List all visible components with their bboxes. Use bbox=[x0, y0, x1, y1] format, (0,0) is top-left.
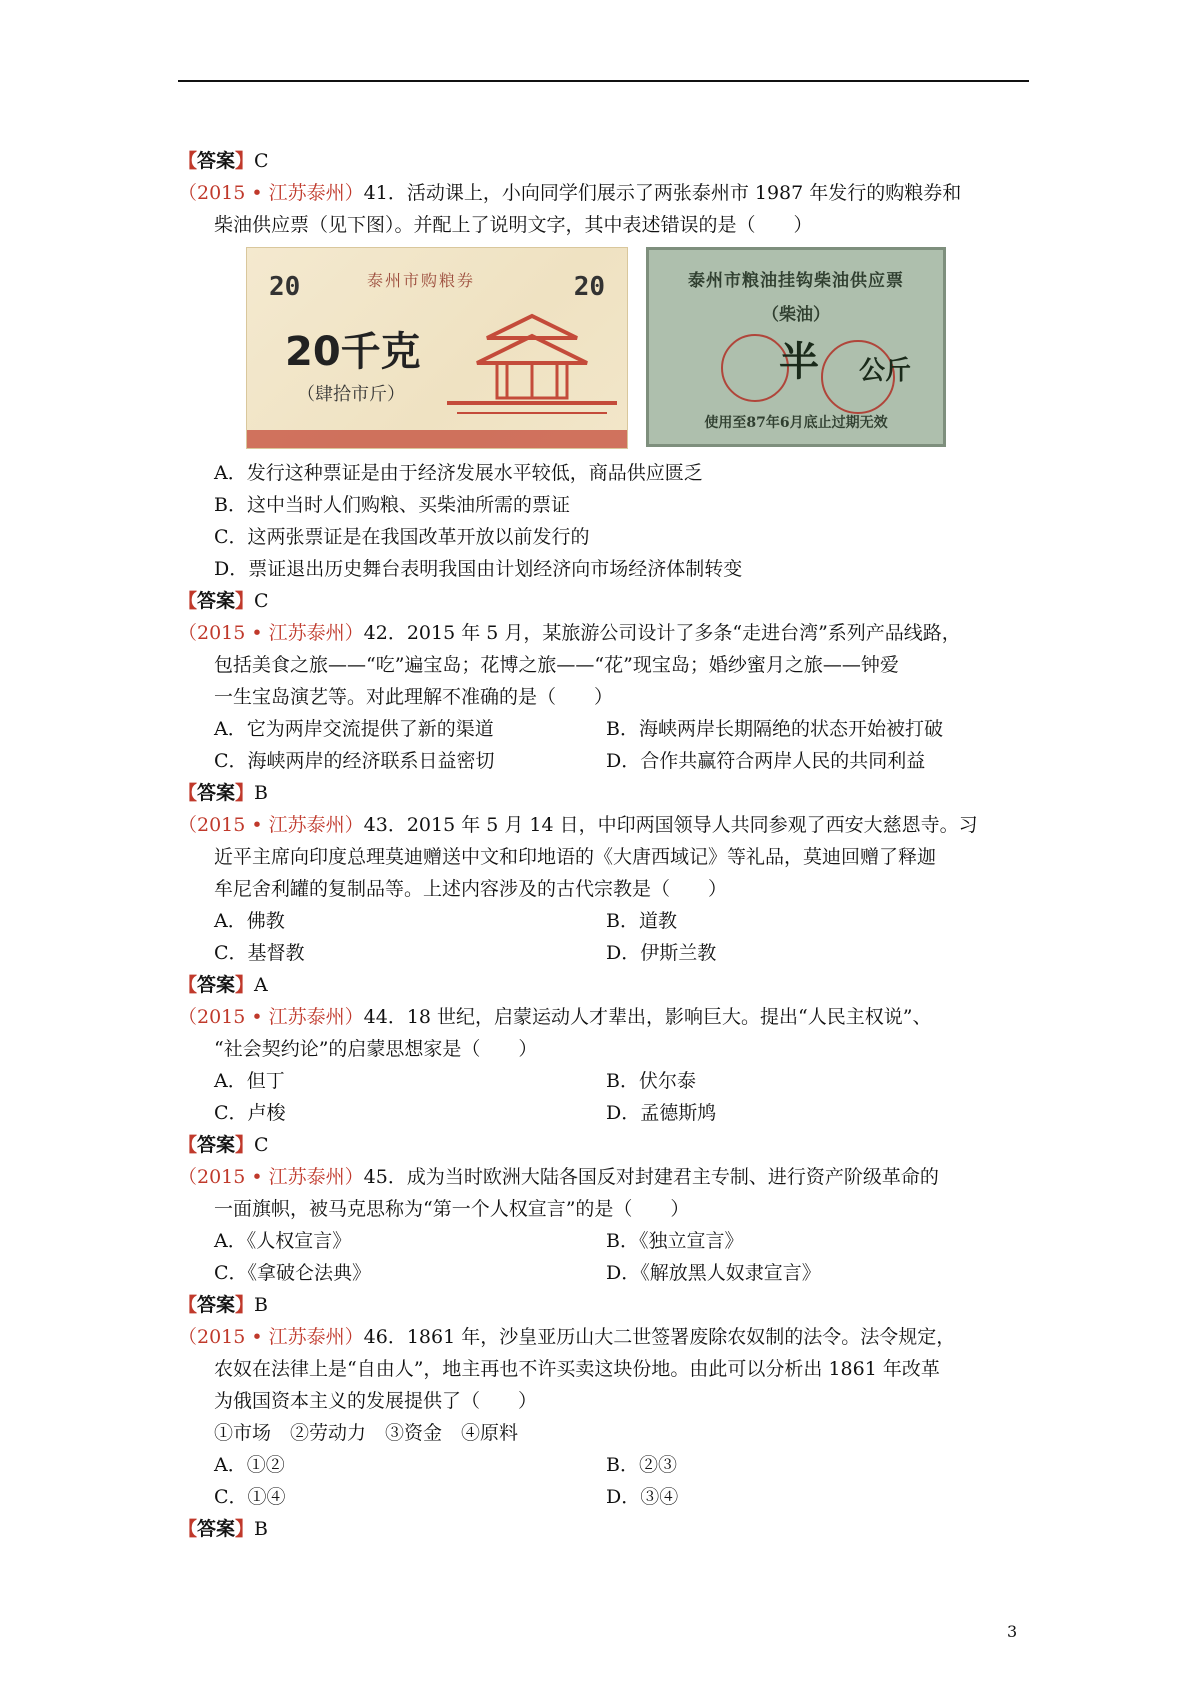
option-row bbox=[178, 745, 1029, 777]
header-rule bbox=[178, 80, 1029, 82]
question-text: “社会契约论”的启蒙思想家是（ ） bbox=[214, 1038, 538, 1060]
question-text: 41．活动课上，小向同学们展示了两张泰州市 1987 年发行的购粮券和 bbox=[363, 182, 962, 204]
answer-line bbox=[178, 777, 1029, 809]
option-row bbox=[178, 1449, 1029, 1481]
question-line bbox=[178, 617, 1029, 649]
grain-ticket-band bbox=[247, 430, 627, 448]
option: A．①② bbox=[214, 1454, 285, 1476]
option: B．《独立宣言》 bbox=[606, 1230, 744, 1252]
question-line bbox=[178, 177, 1029, 209]
question-line bbox=[178, 1417, 1029, 1449]
option: D．伊斯兰教 bbox=[606, 942, 717, 964]
option-row bbox=[178, 1097, 1029, 1129]
question-text: 43．2015 年 5 月 14 日，中印两国领导人共同参观了西安大慈恩寺。习 bbox=[363, 814, 978, 836]
diesel-ticket-image bbox=[646, 247, 946, 447]
option: D．票证退出历史舞台表明我国由计划经济向市场经济体制转变 bbox=[214, 558, 743, 580]
answer-bracket-open: 【 bbox=[178, 782, 198, 804]
answer-bracket-open: 【 bbox=[178, 1518, 198, 1540]
diesel-ticket-type: （柴油） bbox=[762, 305, 830, 325]
option-row bbox=[178, 1225, 1029, 1257]
answer-line bbox=[178, 1129, 1029, 1161]
answer-bracket-close: 】 bbox=[235, 590, 255, 612]
question-text: 46．1861 年，沙皇亚历山大二世签署废除农奴制的法令。法令规定， bbox=[363, 1326, 956, 1348]
answer-value: B bbox=[254, 1294, 269, 1316]
question-source: （2015 • 江苏泰州） bbox=[178, 1006, 364, 1028]
answer-bracket-open: 【 bbox=[178, 150, 198, 172]
question-line bbox=[178, 1385, 1029, 1417]
answer-line bbox=[178, 1289, 1029, 1321]
question-line bbox=[178, 1353, 1029, 1385]
answer-label: 答案 bbox=[197, 150, 236, 172]
question-line bbox=[178, 1033, 1029, 1065]
question-text: ①市场 ②劳动力 ③资金 ④原料 bbox=[214, 1422, 519, 1444]
answer-value: C bbox=[254, 150, 269, 172]
option-row bbox=[178, 1065, 1029, 1097]
answer-bracket-open: 【 bbox=[178, 590, 198, 612]
answer-line bbox=[178, 585, 1029, 617]
question-text: 45．成为当时欧洲大陆各国反对封建君主专制、进行资产阶级革命的 bbox=[363, 1166, 939, 1188]
option: C．《拿破仑法典》 bbox=[214, 1262, 372, 1284]
option-row bbox=[178, 937, 1029, 969]
option: C．海峡两岸的经济联系日益密切 bbox=[214, 750, 495, 772]
question-text: 44．18 世纪，启蒙运动人才辈出，影响巨大。提出“人民主权说”、 bbox=[363, 1006, 932, 1028]
question-line bbox=[178, 1001, 1029, 1033]
answer-line bbox=[178, 1513, 1029, 1545]
option-row bbox=[178, 905, 1029, 937]
answer-bracket-close: 】 bbox=[235, 782, 255, 804]
diesel-ticket-footer: 使用至87年6月底止过期无效 bbox=[704, 415, 888, 431]
diesel-ticket-unit: 公斤 bbox=[859, 356, 912, 386]
option: C．这两张票证是在我国改革开放以前发行的 bbox=[214, 526, 590, 548]
question-source: （2015 • 江苏泰州） bbox=[178, 182, 364, 204]
grain-ticket-amount: 20千克 bbox=[285, 329, 421, 375]
question-source: （2015 • 江苏泰州） bbox=[178, 814, 364, 836]
option: A．《人权宣言》 bbox=[214, 1230, 352, 1252]
ration-tickets-figure bbox=[178, 247, 1029, 449]
question-source: （2015 • 江苏泰州） bbox=[178, 622, 364, 644]
question-text: 一面旗帜，被马克思称为“第一个人权宣言”的是（ ） bbox=[214, 1198, 690, 1220]
question-source: （2015 • 江苏泰州） bbox=[178, 1166, 364, 1188]
answer-value: A bbox=[254, 974, 268, 996]
option: C．卢梭 bbox=[214, 1102, 286, 1124]
answer-bracket-close: 】 bbox=[235, 1518, 255, 1540]
question-text: 牟尼舍利罐的复制品等。上述内容涉及的古代宗教是（ ） bbox=[214, 878, 728, 900]
question-text: 42．2015 年 5 月，某旅游公司设计了多条“走进台湾”系列产品线路， bbox=[363, 622, 961, 644]
answer-label: 答案 bbox=[197, 590, 236, 612]
option: A．它为两岸交流提供了新的渠道 bbox=[214, 718, 494, 740]
grain-ticket-number-right: 20 bbox=[573, 272, 605, 302]
question-line bbox=[178, 209, 1029, 241]
question-source: （2015 • 江苏泰州） bbox=[178, 1326, 364, 1348]
option: C．基督教 bbox=[214, 942, 305, 964]
page-content bbox=[178, 145, 1029, 1545]
option: C．①④ bbox=[214, 1486, 286, 1508]
option: A．佛教 bbox=[214, 910, 285, 932]
answer-bracket-open: 【 bbox=[178, 974, 198, 996]
option-row bbox=[178, 713, 1029, 745]
option: B．②③ bbox=[606, 1454, 677, 1476]
pavilion-illustration bbox=[447, 308, 617, 428]
question-line bbox=[178, 649, 1029, 681]
option: D．孟德斯鸠 bbox=[606, 1102, 717, 1124]
option-row bbox=[178, 1257, 1029, 1289]
answer-label: 答案 bbox=[197, 1134, 236, 1156]
option: D．③④ bbox=[606, 1486, 679, 1508]
grain-ticket-subamount: （肆拾市斤） bbox=[297, 384, 405, 405]
option: B．伏尔泰 bbox=[606, 1070, 696, 1092]
answer-bracket-open: 【 bbox=[178, 1294, 198, 1316]
answer-line bbox=[178, 969, 1029, 1001]
question-line bbox=[178, 1321, 1029, 1353]
option-row bbox=[178, 1481, 1029, 1513]
question-text: 为俄国资本主义的发展提供了（ ） bbox=[214, 1390, 538, 1412]
question-line bbox=[178, 1161, 1029, 1193]
answer-bracket-close: 】 bbox=[235, 150, 255, 172]
diesel-ticket-title: 泰州市粮油挂钩柴油供应票 bbox=[688, 271, 904, 291]
answer-value: C bbox=[254, 590, 269, 612]
option: A．但丁 bbox=[214, 1070, 285, 1092]
question-line bbox=[178, 681, 1029, 713]
diesel-ticket-amount: 半 bbox=[779, 338, 819, 385]
grain-ticket-number-left: 20 bbox=[269, 272, 301, 302]
question-text: 包括美食之旅——“吃”遍宝岛；花博之旅——“花”现宝岛；婚纱蜜月之旅——钟爱 bbox=[214, 654, 899, 676]
answer-bracket-close: 】 bbox=[235, 1294, 255, 1316]
answer-label: 答案 bbox=[197, 1518, 236, 1540]
option: B．这中当时人们购粮、买柴油所需的票证 bbox=[214, 494, 570, 516]
question-line bbox=[178, 1193, 1029, 1225]
answer-label: 答案 bbox=[197, 782, 236, 804]
answer-value: C bbox=[254, 1134, 269, 1156]
question-line bbox=[178, 841, 1029, 873]
option: D．合作共赢符合两岸人民的共同利益 bbox=[606, 750, 926, 772]
answer-bracket-close: 】 bbox=[235, 1134, 255, 1156]
answer-label: 答案 bbox=[197, 974, 236, 996]
answer-line bbox=[178, 145, 1029, 177]
answer-label: 答案 bbox=[197, 1294, 236, 1316]
option: B．海峡两岸长期隔绝的状态开始被打破 bbox=[606, 718, 943, 740]
answer-value: B bbox=[254, 782, 269, 804]
grain-ticket-issuer: 泰州市购粮券 bbox=[367, 271, 476, 290]
page-number: 3 bbox=[1007, 1622, 1018, 1641]
question-line bbox=[178, 873, 1029, 905]
answer-value: B bbox=[254, 1518, 269, 1540]
question-text: 近平主席向印度总理莫迪赠送中文和印地语的《大唐西域记》等礼品，莫迪回赠了释迦 bbox=[214, 846, 937, 868]
answer-bracket-open: 【 bbox=[178, 1134, 198, 1156]
option: D．《解放黑人奴隶宣言》 bbox=[606, 1262, 821, 1284]
answer-bracket-close: 】 bbox=[235, 974, 255, 996]
question-line bbox=[178, 809, 1029, 841]
question-text: 一生宝岛演艺等。对此理解不准确的是（ ） bbox=[214, 686, 614, 708]
option: A．发行这种票证是由于经济发展水平较低，商品供应匮乏 bbox=[214, 462, 703, 484]
question-text: 柴油供应票（见下图）。并配上了说明文字，其中表述错误的是（ ） bbox=[214, 214, 813, 236]
grain-ticket-image bbox=[246, 247, 628, 449]
option: B．道教 bbox=[606, 910, 677, 932]
question-text: 农奴在法律上是“自由人”，地主再也不许买卖这块份地。由此可以分析出 1861 年改革 bbox=[214, 1358, 940, 1380]
